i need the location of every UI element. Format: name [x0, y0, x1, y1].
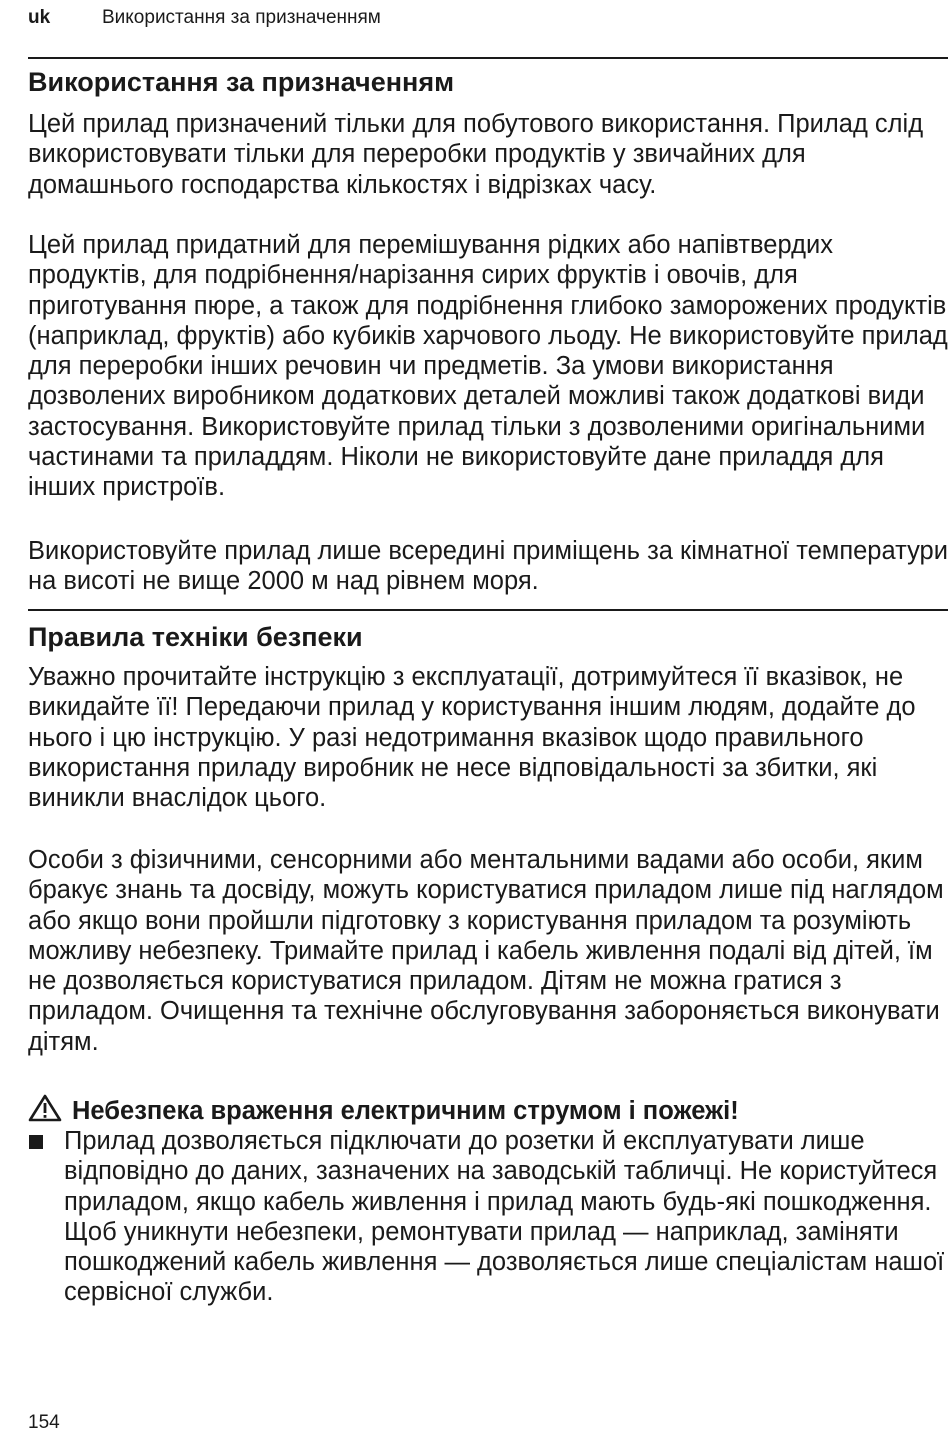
list-item-text: Прилад дозволяється підключати до розетки й експлуатувати лише відповідно до даних, зазначених на заводській табличці. Не користуйтеся приладом, якщо кабель живлення і прилад мають будь-які пошкодження. Щоб уникнути небезпеки, ремонтувати прилад — наприклад, заміняти пошкоджений кабель живлення — дозволяється лише спеціалістам нашої сервісної служби.	[64, 1127, 945, 1307]
paragraph: Цей прилад придатний для перемішування рідких або напівтвердих продуктів, для подрібнення/нарізання сирих фруктів і овочів, для приготування пюре, а також для подрібнення глибоко заморожених продуктів (наприклад, фруктів) або кубиків харчового льоду. Не використовуйте прилад для переробки інших речовин чи предметів. За умови використання дозволених виробником додаткових деталей можливі також додаткові види застосування. Використовуйте прилад тільки з дозволеними оригінальними частинами та приладдям. Ніколи не використовуйте дане приладдя для інших пристроїв.	[28, 231, 948, 502]
paragraph: Використовуйте прилад лише всередині приміщень за кімнатної температури на висоті не вище 2000 м над рівнем моря.	[28, 537, 948, 596]
warning-heading	[28, 1094, 739, 1126]
paragraph: Уважно прочитайте інструкцію з експлуатації, дотримуйтеся її вказівок, не викидайте її! Передаючи прилад у користування іншим людям, додайте до нього і цю інструкцію. У разі недотримання вказівок щодо правильного використання приладу виробник не несе відповідальності за збитки, які виникли внаслідок цього.	[28, 663, 916, 813]
page-header	[28, 6, 928, 30]
section-heading-safety-rules: Правила техніки безпеки	[28, 622, 363, 652]
page-number: 154	[28, 1412, 60, 1433]
running-title: Використання за призначенням	[102, 7, 381, 28]
language-code: uk	[28, 7, 51, 28]
section-heading-intended-use: Використання за призначенням	[28, 67, 455, 97]
section-divider	[28, 609, 948, 611]
warning-title: Небезпека враження електричним струмом і пожежі!	[72, 1097, 739, 1125]
warning-triangle-icon	[28, 1094, 62, 1122]
paragraph: Особи з фізичними, сенсорними або ментальними вадами або особи, яким бракує знань та досвіду, можуть користуватися приладом лише під наглядом або якщо вони пройшли підготовку з користування приладом та розуміють можливу небезпеку. Тримайте прилад і кабель живлення подалі від дітей, їм не дозволяється користуватися приладом. Дітям не можна гратися з приладом. Очищення та технічне обслуговування забороняється виконувати дітям.	[28, 846, 944, 1056]
paragraph: Цей прилад призначений тільки для побутового використання. Прилад слід використовувати тільки для переробки продуктів у звичайних для домашнього господарства кількостях і відрізках часу.	[28, 110, 924, 199]
section-divider	[28, 57, 948, 59]
square-bullet-icon	[29, 1135, 43, 1149]
